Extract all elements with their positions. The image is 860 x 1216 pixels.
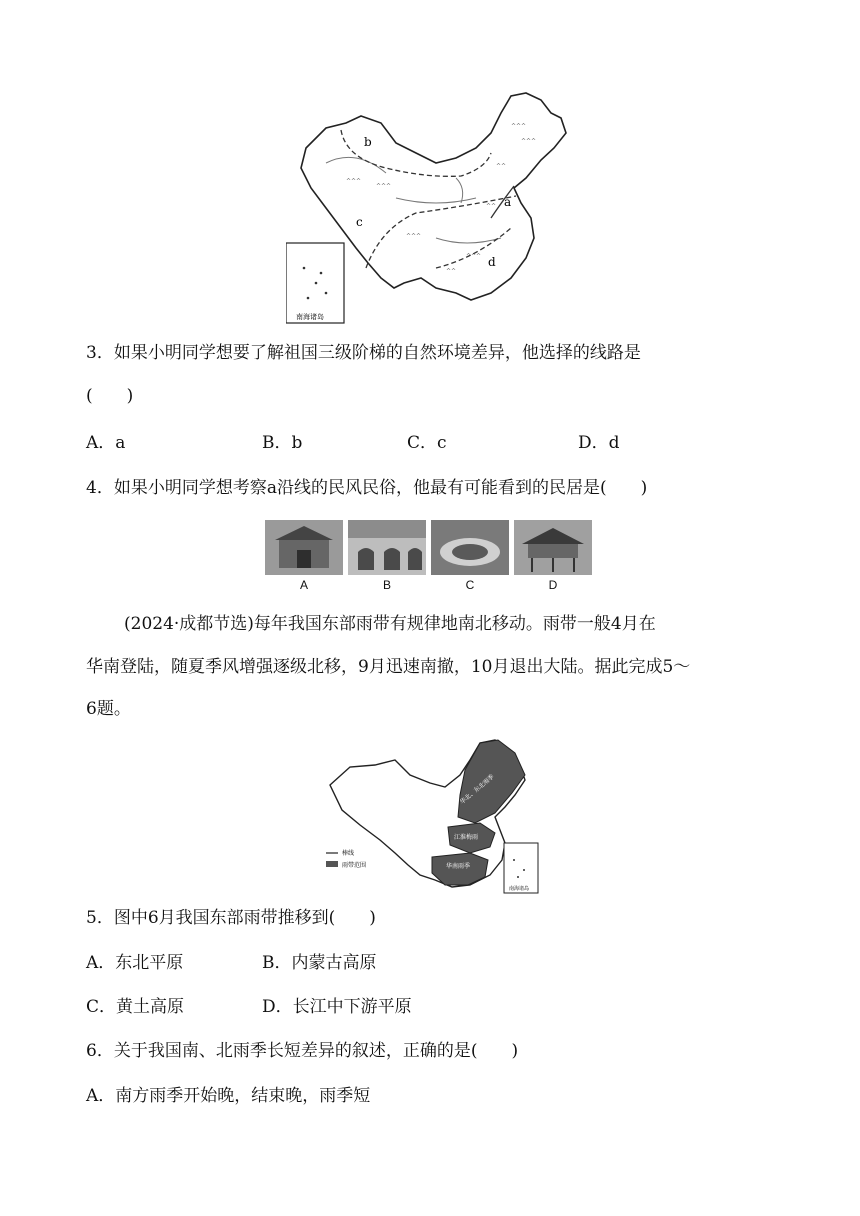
dwelling-photo-a[interactable] [265,520,343,575]
q3-option-a[interactable]: A．a [86,433,126,453]
passage-line-1: (2024·成都节选)每年我国东部雨带有规律地南北移动。雨带一般4月在 [124,614,656,634]
q3-option-c[interactable]: C．c [407,433,447,453]
q3-option-d[interactable]: D．d [578,433,620,453]
map2-inset-label: 南海诸岛 [509,886,530,892]
dwelling-label-a: A [299,578,308,592]
legend-rainbelt-label: 雨带范围 [342,862,367,869]
map1-inset-label: 南海诸岛 [296,313,324,321]
svg-text:^^: ^^ [446,268,457,275]
svg-text:^^: ^^ [496,163,507,170]
q5-option-b[interactable]: B．内蒙古高原 [262,953,377,973]
dwelling-label-c: C [465,578,475,592]
svg-text:^^^: ^^^ [376,183,392,190]
dwelling-label-b: B [382,578,391,592]
dwelling-photo-c[interactable] [431,520,509,575]
dwelling-label-d: D [548,578,558,592]
rainbelt-map [320,735,540,895]
q5-option-a[interactable]: A．东北平原 [86,953,184,973]
route-label-a: a [504,195,512,209]
q6-option-a[interactable]: A．南方雨季开始晚，结束晚，雨季短 [86,1086,371,1106]
q4-stem: 4．如果小明同学想考察a沿线的民风民俗，他最有可能看到的民居是( ) [86,478,648,498]
passage-line-3: 6题。 [86,699,131,719]
china-route-map [286,88,576,324]
passage-line-2: 华南登陆，随夏季风增强逐级北移，9月迅速南撤，10月退出大陆。据此完成5～ [86,657,691,677]
q5-option-d[interactable]: D．长江中下游平原 [262,997,412,1017]
svg-text:^^^: ^^^ [466,253,482,260]
svg-text:^^^: ^^^ [346,178,362,185]
q3-stem-paren: ( ) [86,386,134,406]
rainbelt-label-south: 华南雨季 [446,863,471,870]
rainbelt-label-jianghuai: 江淮梅雨 [454,834,479,841]
svg-text:^^^: ^^^ [521,138,537,145]
dwelling-photo-d[interactable] [514,520,592,575]
route-label-c: c [356,215,363,229]
svg-text:^^: ^^ [486,203,497,210]
q5-option-c[interactable]: C．黄土高原 [86,997,185,1017]
svg-text:^^^: ^^^ [511,123,527,130]
q3-option-b[interactable]: B．b [262,433,303,453]
q3-stem: 3．如果小明同学想要了解祖国三级阶梯的自然环境差异，他选择的线路是 [86,343,641,363]
q5-stem: 5．图中6月我国东部雨带推移到( ) [86,908,376,928]
q6-stem: 6．关于我国南、北雨季长短差异的叙述，正确的是( ) [86,1041,519,1061]
route-label-b: b [364,135,372,149]
svg-text:^^^: ^^^ [406,233,422,240]
legend-line-label: 棒线 [342,850,355,857]
rainbelt-label-north: 华北、东北雨季 [458,773,496,806]
route-label-d: d [488,255,496,269]
dwelling-photo-b[interactable] [348,520,426,575]
